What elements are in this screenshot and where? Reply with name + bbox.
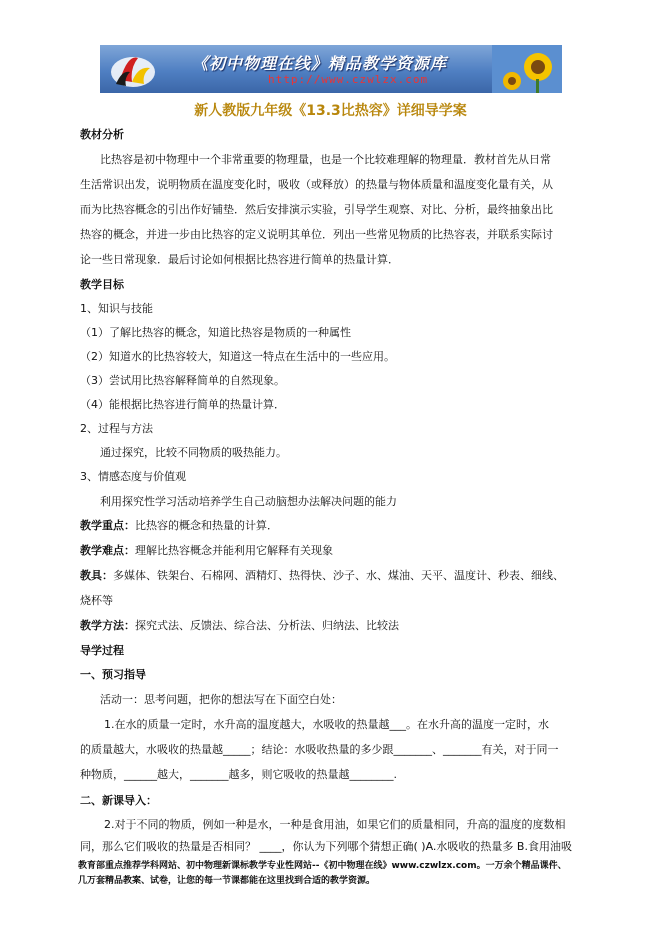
text-line — [80, 619, 399, 633]
text-line: 生活常识出发，说明物质在温度变化时，吸收（或释放）的热量与物体质量和温度变化量有关，从 — [80, 178, 553, 191]
text-line: 2、过程与方法 — [80, 422, 153, 435]
footer-line-2: 几万套精品教案、试卷，让您的每一节课都能在这里找到合适的教学资源。 — [78, 876, 376, 886]
text-line: 二、新课导入： — [80, 794, 157, 807]
text-line: 1.在水的质量一定时，水升高的温度越大，水吸收的热量越___。在水升高的温度一定时，水 — [104, 718, 549, 731]
text-line: 2.对于不同的物质，例如一种是水，一种是食用油，如果它们的质量相同，升高的温度的度数相 — [104, 818, 566, 831]
text-line: 热容的概念，并进一步由比热容的定义说明其单位．列出一些常见物质的比热容表，并联系实际讨 — [80, 228, 553, 241]
line-heading: 教学难点： — [80, 544, 135, 557]
text-line: 1、知识与技能 — [80, 302, 153, 315]
line-text: 理解比热容概念并能利用它解释有关现象 — [135, 544, 333, 557]
text-line: 导学过程 — [80, 644, 124, 657]
text-line: 同，那么它们吸收的热量是否相同？ ____，你认为下列哪个猜想正确( )A.水吸收的热量多 B.食用油吸 — [80, 840, 572, 853]
text-line — [80, 569, 564, 583]
sunflower-icon — [492, 45, 562, 93]
site-logo-icon — [108, 48, 158, 90]
text-line: （3）尝试用比热容解释简单的自然现象。 — [80, 374, 285, 387]
text-line: 教材分析 — [80, 128, 124, 141]
line-text: 探究式法、反馈法、综合法、分析法、归纳法、比较法 — [135, 619, 399, 632]
text-line: 种物质，______越大，_______越多，则它吸收的热量越________. — [80, 768, 397, 781]
line-text: 比热容的概念和热量的计算． — [135, 519, 278, 532]
text-line: 的质量越大，水吸收的热量越_____；结论：水吸收热量的多少跟_______、_______有关，对于同一 — [80, 743, 559, 756]
text-line: 一、预习指导 — [80, 668, 146, 681]
line-heading: 教学重点： — [80, 519, 135, 532]
text-line: （2）知道水的比热容较大，知道这一特点在生活中的一些应用。 — [80, 350, 395, 363]
line-heading: 教具： — [80, 569, 113, 582]
banner-title: 《初中物理在线》精品教学资源库 — [192, 54, 448, 73]
line-text: 多媒体、铁架台、石棉网、酒精灯、热得快、沙子、水、煤油、天平、温度计、秒表、细线、 — [113, 569, 564, 582]
text-line: 利用探究性学习活动培养学生自己动脑想办法解决问题的能力 — [100, 495, 397, 508]
text-line: 比热容是初中物理中一个非常重要的物理量，也是一个比较难理解的物理量．教材首先从日常 — [100, 153, 551, 166]
text-line — [80, 519, 278, 533]
text-line: （4）能根据比热容进行简单的热量计算． — [80, 398, 285, 411]
text-line — [80, 544, 333, 558]
header-banner — [100, 45, 562, 93]
text-line: 论一些日常现象．最后讨论如何根据比热容进行简单的热量计算． — [80, 253, 399, 266]
banner-url[interactable]: http://www.czwlzx.com — [268, 73, 429, 86]
text-line: 通过探究，比较不同物质的吸热能力。 — [100, 446, 287, 459]
text-line: 3、情感态度与价值观 — [80, 470, 186, 483]
text-line: 而为比热容概念的引出作好铺垫．然后安排演示实验，引导学生观察、对比、分析，最终抽象出比 — [80, 203, 553, 216]
document-title: 新人教版九年级《13.3比热容》详细导学案 — [194, 103, 467, 119]
text-line: 烧杯等 — [80, 594, 113, 607]
text-line: 教学目标 — [80, 278, 124, 291]
text-line: （1）了解比热容的概念，知道比热容是物质的一种属性 — [80, 326, 351, 339]
text-line: 活动一：思考问题，把你的想法写在下面空白处： — [100, 693, 342, 706]
line-heading: 教学方法： — [80, 619, 135, 632]
footer-line-1: 教育部重点推荐学科网站、初中物理新课标教学专业性网站--《初中物理在线》www.czwlzx.com。一万余个精品课件、 — [78, 861, 567, 871]
